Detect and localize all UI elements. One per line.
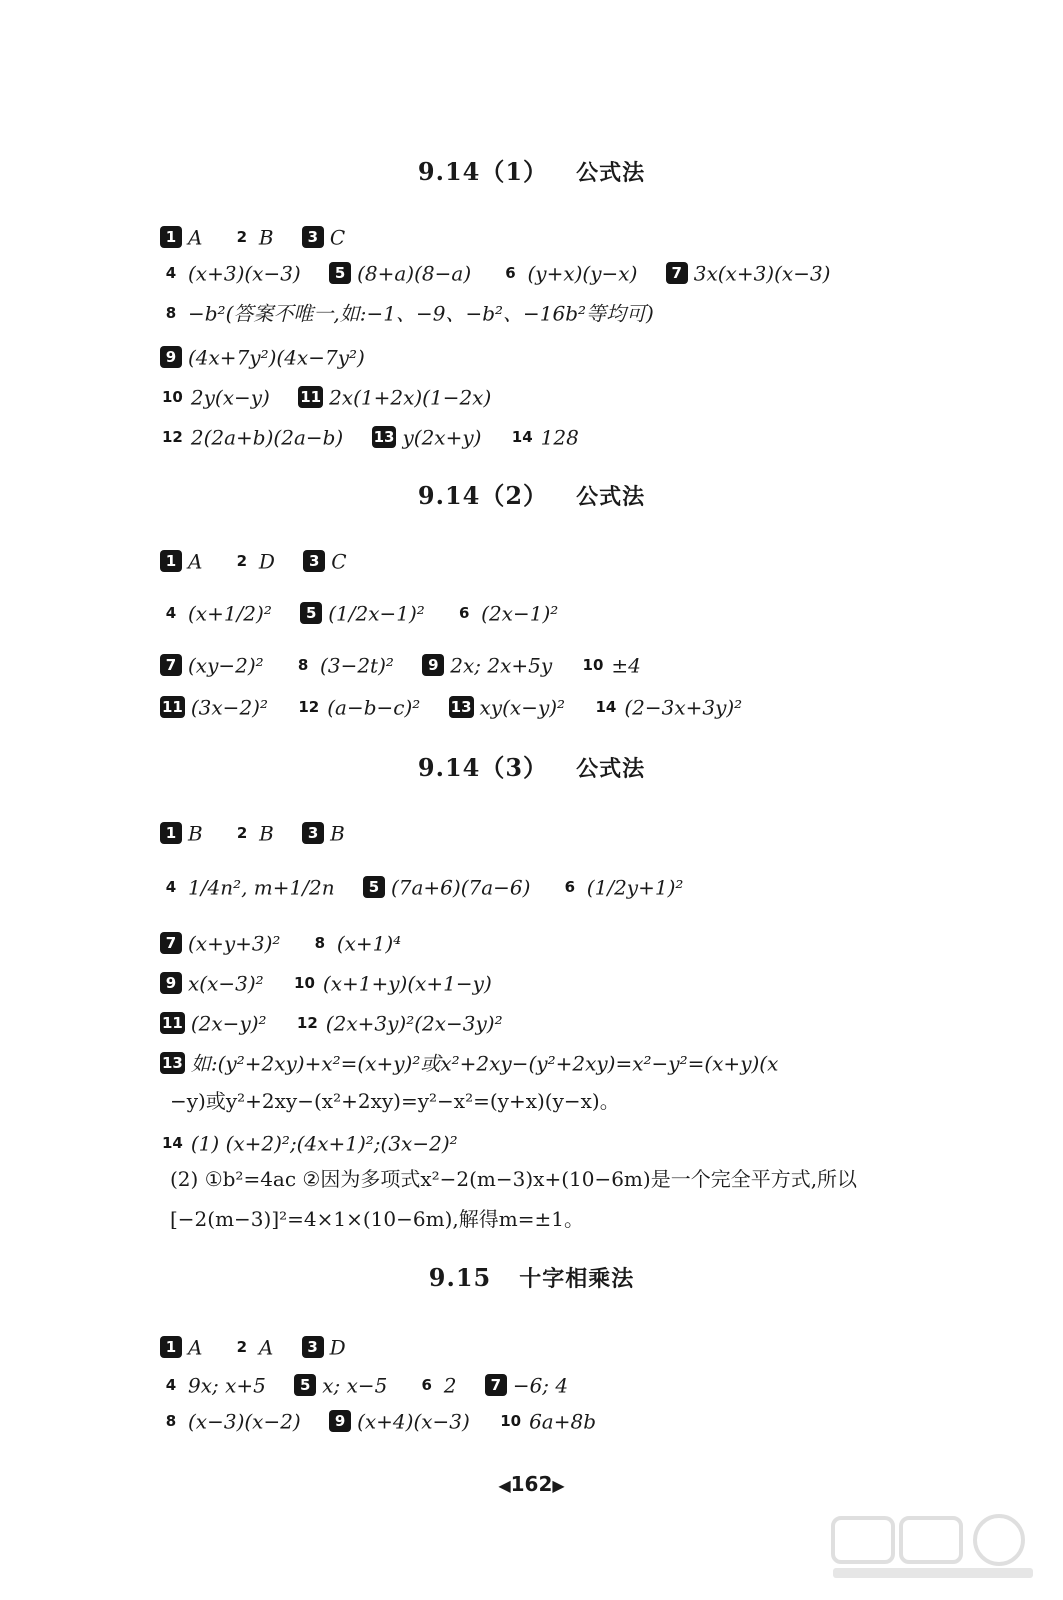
answer-text: (7a+6)(7a−6): [390, 875, 531, 900]
answer-text: 1/4n², m+1/2n: [188, 875, 335, 900]
answer-item: [292, 967, 492, 999]
answer-continuation: −y)或y²+2xy−(x²+2xy)=y²−x²=(y+x)(y−x)。: [170, 1089, 620, 1113]
answer-text: 2x(1+2x)(1−2x): [329, 385, 492, 410]
answer-text: B: [330, 821, 345, 846]
answer-item: [160, 1405, 301, 1437]
answer-line: [160, 340, 1013, 372]
answer-line: [160, 420, 1013, 452]
question-number-badge: 2: [236, 1338, 248, 1357]
question-number-badge: 1: [160, 822, 182, 844]
question-number-badge: 8: [314, 934, 326, 953]
answer-text: (1) (x+2)²;(4x+1)²;(3x−2)²: [190, 1131, 458, 1156]
answer-text: (x+3)(x−3): [188, 261, 301, 286]
question-number-badge: 10: [582, 656, 604, 675]
answer-item: [581, 649, 641, 681]
answer-text: (2x+3y)²(2x−3y)²: [325, 1011, 503, 1036]
answer-item: [231, 221, 274, 253]
answer-text: (x+1)⁴: [336, 931, 402, 956]
answer-text: (x−3)(x−2): [188, 1409, 301, 1434]
question-number-badge: 9: [329, 1410, 351, 1432]
question-number-badge: 6: [505, 264, 516, 283]
answer-line: [160, 690, 1013, 722]
question-number-badge: 2: [236, 228, 248, 247]
section-number: 9.14（3）: [417, 753, 549, 782]
answer-line: [160, 870, 1013, 902]
page-number: [0, 1472, 1063, 1496]
answer-item: [498, 1405, 596, 1437]
answer-text: xy(x−y)²: [479, 695, 566, 720]
section-number: 9.14（2）: [417, 481, 549, 510]
answer-item: [422, 649, 552, 681]
answer-line: [160, 296, 1013, 328]
question-number-badge: 7: [485, 1374, 507, 1396]
answer-line: [160, 1330, 1013, 1362]
question-number-badge: 9: [160, 346, 182, 368]
answer-continuation: [−2(m−3)]²=4×1×(10−6m),解得m=±1。: [170, 1207, 584, 1231]
answer-text: (x+4)(x−3): [357, 1409, 470, 1434]
answer-text: x(x−3)²: [188, 971, 264, 996]
answer-line: [160, 1006, 1013, 1038]
answer-item: [231, 1331, 273, 1363]
question-number-badge: 5: [294, 1374, 316, 1396]
answer-text: 如:(y²+2xy)+x²=(x+y)²或x²+2xy−(y²+2xy)=x²−y²=(x+y)(x: [190, 1051, 779, 1076]
question-number-badge: 14: [595, 698, 617, 717]
answer-text: B: [188, 821, 203, 846]
section-name: 公式法: [576, 161, 646, 186]
answer-text: B: [259, 821, 274, 846]
answer-line: [160, 1404, 1013, 1436]
question-number-badge: 7: [160, 932, 182, 954]
answer-item: [160, 649, 264, 681]
answer-text: (y+x)(y−x): [527, 261, 638, 286]
question-number-badge: 12: [162, 428, 183, 447]
answer-text: B: [258, 225, 274, 250]
answer-item: [160, 341, 365, 373]
answer-text: (1/2y+1)²: [586, 875, 684, 900]
question-number-badge: 3: [302, 822, 324, 844]
answer-text: (x+y+3)²: [188, 931, 281, 956]
answer-item: [292, 649, 394, 681]
answer-text: 6a+8b: [529, 1409, 596, 1434]
question-number-badge: 11: [162, 698, 183, 717]
answer-text: 3x(x+3)(x−3): [693, 261, 831, 286]
page-number-text: 162: [510, 1472, 553, 1496]
answer-line: [160, 1368, 1013, 1400]
question-number-badge: 6: [421, 1376, 432, 1395]
question-number-badge: 5: [363, 876, 385, 898]
answer-item: [294, 1369, 387, 1401]
answer-text: A: [258, 1335, 274, 1360]
question-number-badge: 8: [165, 304, 177, 323]
section-number: 9.15: [428, 1263, 492, 1292]
section-name: 公式法: [576, 757, 646, 782]
section-name: 十字相乘法: [519, 1267, 635, 1292]
answer-text: 2x; 2x+5y: [450, 653, 553, 678]
answer-line: [160, 816, 1013, 848]
answer-item: [160, 817, 203, 849]
answer-line: [160, 926, 1013, 958]
answer-item: [309, 927, 401, 959]
answer-item: [329, 257, 471, 289]
question-number-badge: 8: [165, 1412, 177, 1431]
question-number-badge: 10: [162, 388, 183, 407]
question-number-badge: 9: [422, 654, 444, 676]
question-number-badge: 14: [511, 428, 533, 447]
answer-item: [231, 545, 275, 577]
question-number-badge: 4: [165, 1376, 177, 1395]
section-title: [0, 476, 1063, 511]
answer-line: [160, 256, 1013, 288]
answer-item: [160, 1331, 202, 1363]
question-number-badge: 1: [160, 1336, 182, 1358]
answer-text: (2−3x+3y)²: [624, 695, 743, 720]
answer-item: [303, 545, 346, 577]
answer-line: [160, 596, 1013, 628]
answer-line: [160, 380, 1013, 412]
question-number-badge: 8: [297, 656, 309, 675]
question-number-badge: 7: [160, 654, 182, 676]
question-number-badge: 2: [236, 552, 248, 571]
section-title: [0, 152, 1063, 187]
question-number-badge: 4: [165, 878, 177, 897]
question-number-badge: 14: [162, 1134, 183, 1153]
answer-item: [160, 1127, 458, 1159]
answer-item: [329, 1405, 470, 1437]
answer-item: [160, 545, 202, 577]
answer-item: [298, 381, 491, 413]
question-number-badge: 5: [329, 262, 351, 284]
triangle-right-icon: ▶: [552, 1476, 565, 1495]
section-number: 9.14（1）: [417, 157, 549, 186]
question-number-badge: 4: [165, 264, 177, 283]
answer-text: (4x+7y²)(4x−7y²): [188, 345, 365, 370]
answer-text: (1/2x−1)²: [328, 601, 425, 626]
question-number-badge: 2: [236, 824, 248, 843]
question-number-badge: 11: [300, 388, 322, 407]
answer-text: D: [258, 549, 275, 574]
answer-line: [160, 966, 1013, 998]
question-number-badge: 6: [458, 604, 470, 623]
question-number-badge: 3: [303, 550, 325, 572]
section-title: [0, 1262, 1063, 1293]
answer-item: [302, 817, 345, 849]
answer-text: y(2x+y): [402, 425, 482, 450]
answer-text: (x+1+y)(x+1−y): [322, 971, 492, 996]
answer-item: [485, 1369, 568, 1401]
answer-item: [510, 421, 579, 453]
answer-text: C: [331, 549, 347, 574]
answer-text: x; x−5: [322, 1373, 388, 1398]
answer-item: [160, 1007, 267, 1039]
question-number-badge: 4: [165, 604, 177, 623]
question-number-badge: 3: [302, 226, 324, 248]
watermark-logo-icon: [829, 1512, 1039, 1582]
answer-item: [453, 597, 558, 629]
question-number-badge: 10: [500, 1412, 522, 1431]
answer-text: 128: [540, 425, 579, 450]
answer-text: ±4: [611, 653, 641, 678]
question-number-badge: 3: [302, 1336, 324, 1358]
answer-text: A: [188, 225, 203, 250]
answer-continuation: (2) ①b²=4ac ②因为多项式x²−2(m−3)x+(10−6m)是一个完全平方式,所以: [170, 1167, 858, 1191]
answer-item: [160, 927, 280, 959]
answer-text: (8+a)(8−a): [357, 261, 472, 286]
answer-text: (a−b−c)²: [327, 695, 421, 720]
answer-text: −6; 4: [512, 1373, 569, 1398]
question-number-badge: 1: [160, 550, 182, 572]
answer-text: (2x−y)²: [190, 1011, 267, 1036]
answer-text: 9x; x+5: [188, 1373, 266, 1398]
question-number-badge: 10: [294, 974, 315, 993]
answer-item: [416, 1369, 457, 1401]
answer-item: [559, 871, 684, 903]
answer-text: (3−2t)²: [320, 653, 394, 678]
answer-text: (2x−1)²: [481, 601, 559, 626]
answer-item: [160, 421, 343, 453]
answer-item: [372, 421, 482, 453]
question-number-badge: 1: [160, 226, 182, 248]
answer-line: [160, 648, 1013, 680]
answer-text: 2y(x−y): [190, 385, 270, 410]
answer-item: [449, 691, 565, 723]
answer-text: (xy−2)²: [188, 653, 264, 678]
answer-text: (3x−2)²: [190, 695, 268, 720]
section-title: [0, 748, 1063, 783]
answer-line: [160, 544, 1013, 576]
answer-item: [296, 691, 420, 723]
answer-text: 2: [443, 1373, 457, 1398]
answer-item: [160, 597, 272, 629]
answer-item: [160, 257, 301, 289]
answer-item: [160, 381, 270, 413]
answer-item: [300, 597, 425, 629]
answer-item: [160, 1047, 778, 1079]
answer-text: −b²(答案不唯一,如:−1、−9、−b²、−16b²等均可): [188, 301, 654, 326]
answer-item: [160, 871, 335, 903]
question-number-badge: 13: [373, 428, 395, 447]
answer-item: [302, 221, 345, 253]
answer-item: [160, 691, 268, 723]
answer-item: [160, 297, 654, 329]
answer-item: [160, 1369, 266, 1401]
answer-text: 2(2a+b)(2a−b): [190, 425, 344, 450]
answer-item: [666, 257, 831, 289]
answer-item: [160, 221, 202, 253]
question-number-badge: 7: [666, 262, 688, 284]
question-number-badge: 12: [298, 698, 320, 717]
question-number-badge: 11: [162, 1014, 183, 1033]
answer-line: [160, 220, 1013, 252]
answer-text: D: [329, 1335, 346, 1360]
question-number-badge: 5: [300, 602, 322, 624]
answer-text: C: [329, 225, 346, 250]
answer-item: [231, 817, 274, 849]
answer-item: [302, 1331, 346, 1363]
answer-item: [593, 691, 742, 723]
question-number-badge: 9: [160, 972, 182, 994]
answer-text: (x+1/2)²: [188, 601, 272, 626]
answer-text: A: [188, 549, 203, 574]
answer-line: [160, 1126, 1013, 1158]
answer-text: A: [188, 1335, 203, 1360]
section-name: 公式法: [576, 485, 646, 510]
question-number-badge: 6: [564, 878, 576, 897]
question-number-badge: 12: [296, 1014, 318, 1033]
question-number-badge: 13: [450, 698, 472, 717]
answer-line: [160, 1046, 1013, 1078]
answer-item: [295, 1007, 503, 1039]
question-number-badge: 13: [162, 1054, 183, 1073]
triangle-left-icon: ◀: [498, 1476, 511, 1495]
answer-item: [499, 257, 637, 289]
answer-item: [363, 871, 530, 903]
answer-item: [160, 967, 264, 999]
